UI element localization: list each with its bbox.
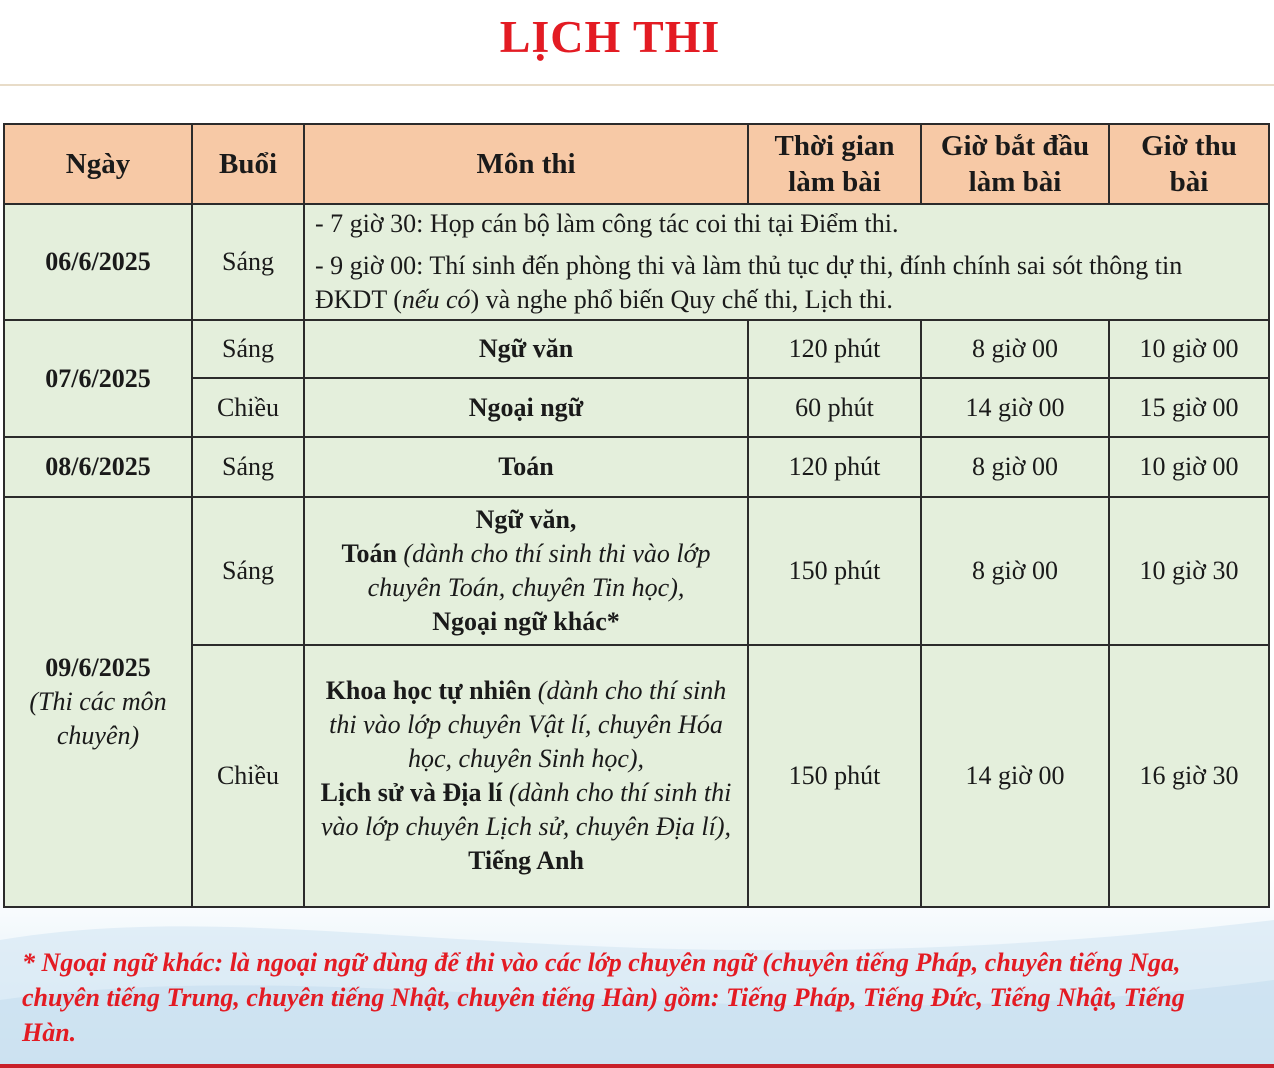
end-time-cell: 10 giờ 00 <box>1109 437 1269 497</box>
end-time-cell: 10 giờ 00 <box>1109 320 1269 378</box>
header-start-time: Giờ bắt đầu làm bài <box>921 124 1109 204</box>
session-cell: Sáng <box>192 204 304 320</box>
subject-cell: Ngữ văn, Toán (dành cho thí sinh thi vào lớp chuyên Toán, chuyên Tin học), Ngoại ngữ khác* <box>304 497 748 645</box>
session-cell: Sáng <box>192 437 304 497</box>
subject-cell: Ngoại ngữ <box>304 378 748 437</box>
date-note: (Thi các môn chuyên) <box>29 687 167 750</box>
duration-cell: 150 phút <box>748 497 921 645</box>
start-time-cell: 8 giờ 00 <box>921 320 1109 378</box>
subject-cell: Khoa học tự nhiên (dành cho thí sinh thi vào lớp chuyên Vật lí, chuyên Hóa học, chuyên Sinh học), Lịch sử và Địa lí (dành cho thí sinh thi vào lớp chuyên Lịch sử, chuyên Địa lí), Tiếng Anh <box>304 645 748 907</box>
session-cell: Chiều <box>192 378 304 437</box>
start-time-cell: 8 giờ 00 <box>921 437 1109 497</box>
start-time-cell: 8 giờ 00 <box>921 497 1109 645</box>
table-row <box>4 204 1269 320</box>
bottom-divider <box>0 1064 1274 1068</box>
table-row <box>4 497 1269 645</box>
header-subject: Môn thi <box>304 124 748 204</box>
session-cell: Chiều <box>192 645 304 907</box>
table-row <box>4 378 1269 437</box>
title-divider <box>0 84 1274 86</box>
duration-cell: 60 phút <box>748 378 921 437</box>
session-cell: Sáng <box>192 320 304 378</box>
start-time-cell: 14 giờ 00 <box>921 645 1109 907</box>
date-cell: 09/6/2025 (Thi các môn chuyên) <box>4 497 192 907</box>
notice-line: - 7 giờ 30: Họp cán bộ làm công tác coi thi tại Điểm thi. <box>315 209 899 238</box>
duration-cell: 150 phút <box>748 645 921 907</box>
notice-line: - 9 giờ 00: Thí sinh đến phòng thi và làm thủ tục dự thi, đính chính sai sót thông tin ĐKDT (nếu có) và nghe phổ biến Quy chế thi, Lịch thi. <box>315 251 1183 314</box>
header-session: Buổi <box>192 124 304 204</box>
session-cell: Sáng <box>192 497 304 645</box>
end-time-cell: 10 giờ 30 <box>1109 497 1269 645</box>
duration-cell: 120 phút <box>748 437 921 497</box>
end-time-cell: 16 giờ 30 <box>1109 645 1269 907</box>
header-duration: Thời gian làm bài <box>748 124 921 204</box>
subject-cell: Toán <box>304 437 748 497</box>
date-cell: 07/6/2025 <box>4 320 192 437</box>
exam-schedule-table <box>3 123 1270 908</box>
table-row <box>4 645 1269 907</box>
table-row <box>4 320 1269 378</box>
start-time-cell: 14 giờ 00 <box>921 378 1109 437</box>
duration-cell: 120 phút <box>748 320 921 378</box>
table-row <box>4 437 1269 497</box>
header-end-time: Giờ thu bài <box>1109 124 1269 204</box>
footnote: * Ngoại ngữ khác: là ngoại ngữ dùng để thi vào các lớp chuyên ngữ (chuyên tiếng Pháp, chuyên tiếng Nga, chuyên tiếng Trung, chuyên tiếng Nhật, chuyên tiếng Hàn) gồm: Tiếng Pháp, Tiếng Đức, Tiếng Nhật, Tiếng Hàn. <box>22 948 1185 1047</box>
subject-cell: Ngữ văn <box>304 320 748 378</box>
end-time-cell: 15 giờ 00 <box>1109 378 1269 437</box>
date-cell: 06/6/2025 <box>4 204 192 320</box>
page-title: LỊCH THI <box>499 11 721 62</box>
header-day: Ngày <box>4 124 192 204</box>
table-header-row <box>4 124 1269 204</box>
notice-cell <box>304 204 1269 320</box>
date-cell: 08/6/2025 <box>4 437 192 497</box>
